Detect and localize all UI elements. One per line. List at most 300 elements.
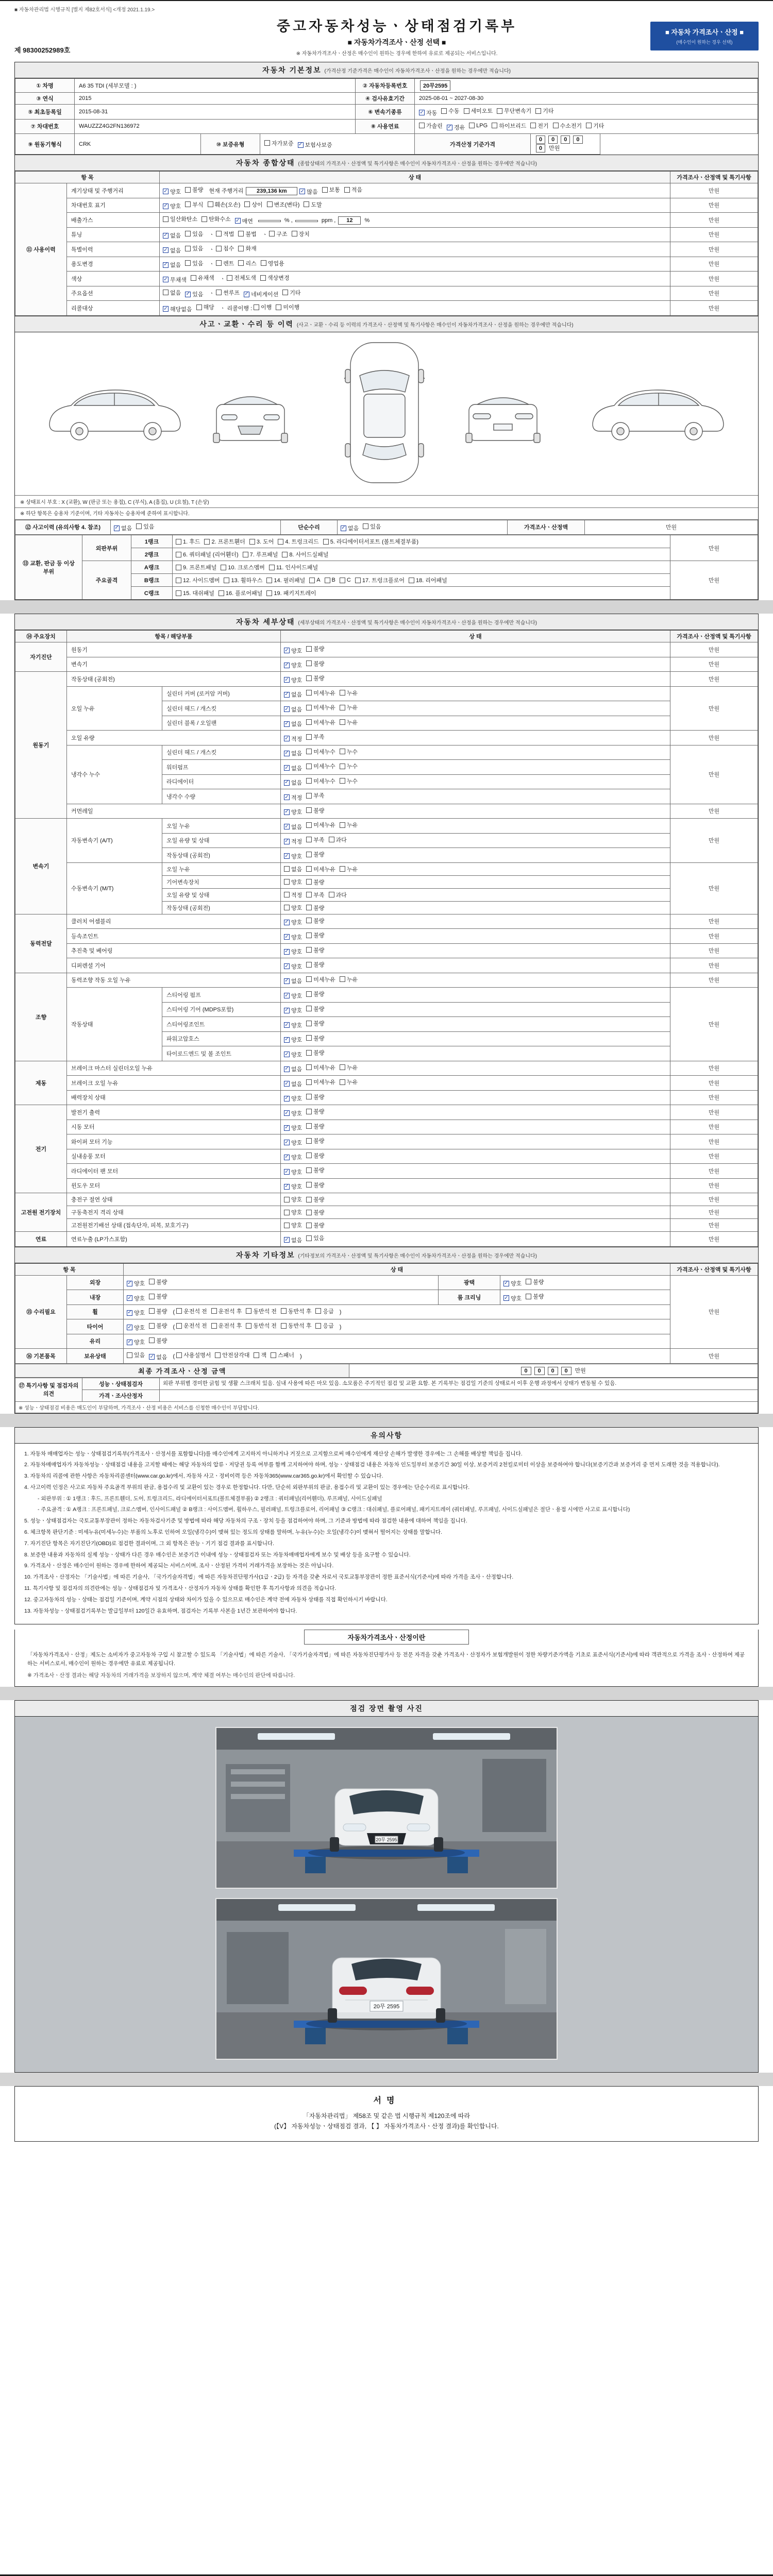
- checkbox-icon: [306, 734, 312, 740]
- checkbox-option: 불량: [306, 1181, 324, 1189]
- checkbox-icon: [306, 778, 312, 784]
- section-gap: [0, 1687, 773, 1700]
- checkbox-option: 리스: [238, 259, 256, 267]
- device-label: 연료: [15, 1232, 67, 1247]
- checkbox-option: 4. 트렁크리드: [278, 537, 318, 546]
- checkbox-icon: ✓: [163, 188, 168, 194]
- ownership-label: 보유상태: [67, 1349, 124, 1364]
- checkbox-option: 불량: [306, 1093, 324, 1101]
- checkbox-icon: [176, 578, 181, 583]
- section-signature: [14, 2086, 759, 2142]
- checkbox-option: ✓ 양호: [127, 1295, 145, 1302]
- outer-panel-label: 외판부위: [82, 535, 131, 561]
- checkbox-icon: [306, 905, 312, 910]
- checkbox-option: ✓ 많음: [300, 188, 318, 195]
- section-detail-title-text: 자동차 세부상태: [236, 618, 295, 626]
- state-options: [281, 716, 670, 731]
- checkbox-option: ✓ 양호: [163, 203, 181, 210]
- signature-body: [15, 2087, 758, 2141]
- checkbox-option: 미세누수: [306, 762, 335, 770]
- table-row: [15, 257, 758, 272]
- checkbox-icon: ✓: [127, 1339, 132, 1345]
- checkbox-icon: [176, 590, 181, 596]
- checkbox-icon: [127, 1352, 132, 1358]
- item-label: 차대번호 표기: [67, 198, 160, 213]
- rankB-label: B랭크: [131, 574, 173, 587]
- checkbox-icon: ✓: [127, 1280, 132, 1286]
- checkbox-icon: [282, 290, 288, 295]
- item-label: 변속기: [67, 657, 281, 672]
- device-label: 제동: [15, 1061, 67, 1105]
- state-options: [281, 642, 670, 657]
- document-number: 제 98300252989호: [14, 46, 71, 54]
- checkbox-option: 유채색: [191, 274, 214, 282]
- checkbox-option: 불량: [185, 185, 203, 194]
- checkbox-icon: [306, 807, 312, 813]
- checkbox-icon: ✓: [447, 124, 452, 130]
- checkbox-option: 3. 도어: [249, 537, 274, 546]
- price-cell: 만원: [670, 1193, 758, 1206]
- checkbox-icon: [304, 201, 309, 207]
- checkbox-icon: [264, 140, 270, 146]
- checkbox-icon: [340, 749, 345, 754]
- checkbox-icon: [306, 793, 312, 799]
- repair-needed-group-label: ⑮ 수리필요: [15, 1275, 67, 1349]
- price-cell: 만원: [670, 914, 758, 929]
- checkbox-icon: [306, 962, 312, 968]
- table-row: [15, 642, 758, 657]
- checkbox-option: ✓ 양호: [284, 1139, 303, 1146]
- checkbox-option: 과다: [329, 891, 347, 899]
- state-options: [160, 242, 670, 257]
- option-text: ): [339, 1309, 342, 1315]
- checkbox-option: LPG: [469, 123, 488, 129]
- checkbox-option: 운전석 후: [211, 1321, 242, 1330]
- col-header-state: 상 태: [160, 172, 670, 183]
- device-label: 자기진단: [15, 642, 67, 672]
- checkbox-option: 불량: [306, 659, 324, 668]
- checkbox-icon: [276, 304, 281, 310]
- state-options: [281, 1164, 670, 1179]
- notice-item: 5. 성능ㆍ상태점검자는 국토교통부장관이 정하는 자동차검사기준 및 방법에 따라 해당 자동차의 구조ㆍ장치 등을 점검하여야 하며, 그 기준과 방법에 따라 점검한 내용에 대하여 책임을 집니다.: [24, 1518, 467, 1524]
- checkbox-option: ✓ 양호: [284, 647, 303, 654]
- form-reference: ■ 자동차관리법 시행규칙 [별지 제82호서식] <개정 2021.1.19.>: [14, 7, 155, 13]
- checkbox-option: 무단변속기: [497, 107, 531, 115]
- checkbox-option: 자가보증: [264, 139, 294, 147]
- fuel-label: ⑧ 사용연료: [356, 119, 415, 134]
- pricing-info-title: 자동차가격조사ㆍ산정이란: [304, 1630, 469, 1645]
- table-row: [15, 1319, 758, 1334]
- table-row: [15, 1193, 758, 1206]
- checkbox-icon: [497, 108, 502, 114]
- state-options: [281, 701, 670, 716]
- part-label: 실린더 커버 (로커암 커버): [162, 686, 281, 701]
- checkbox-icon: [266, 578, 272, 583]
- checkbox-icon: [227, 275, 232, 281]
- checkbox-option: ✓ 없음: [284, 779, 303, 786]
- tire-label: 타이어: [67, 1319, 124, 1334]
- table-row: [15, 535, 758, 548]
- accident-history-label: ⑫ 사고이력 (유의사항 4. 참조): [15, 520, 111, 535]
- table-row: [15, 561, 758, 574]
- checkbox-icon: [355, 578, 361, 583]
- table-row: [15, 1349, 758, 1364]
- state-options: [160, 272, 670, 286]
- state-options: [281, 789, 670, 804]
- checkbox-icon: [322, 187, 328, 193]
- repair-price-cell: 만원: [670, 1275, 758, 1349]
- notice-item: 4. 사고이력 인정은 사고로 자동차 주요골격 부위의 판금, 용접수리 및 교환이 있는 경우로 한정합니다. 다만, 단순히 외판부위의 판금, 용접수리 및 교환이 있는 경우에는 단순수리로 표시합니다.: [24, 1484, 470, 1490]
- checkbox-option: 있음: [136, 522, 154, 531]
- part-label: 파워고압호스: [162, 1031, 281, 1046]
- checkbox-icon: [306, 879, 312, 885]
- checkbox-icon: [306, 1223, 312, 1228]
- section-etc-title-text: 자동차 기타정보: [236, 1250, 295, 1259]
- checkbox-icon: ✓: [284, 676, 289, 683]
- checkbox-option: 양호: [284, 904, 302, 912]
- price-cell: 만원: [670, 198, 758, 213]
- col-header-price: 가격조사ㆍ산정액 및 특기사항: [670, 172, 758, 183]
- section-inspection-photos: [14, 1700, 759, 2073]
- section-pricing-info: [14, 1630, 759, 1686]
- section-detail-note: (세부상태의 가격조사ㆍ산정액 및 특기사항은 매수인이 자동차가격조사ㆍ산정을 원하는 경우에만 적습니다): [298, 620, 537, 626]
- inspector-role-label: 성능ㆍ상태점검자: [82, 1378, 160, 1389]
- part-label: 오일 누유: [162, 862, 281, 875]
- checkbox-option: 부식: [185, 200, 203, 209]
- checkbox-option: 변조(변타): [267, 200, 300, 209]
- checkbox-icon: [306, 918, 312, 923]
- checkbox-option: 스패너: [271, 1351, 294, 1359]
- photo-front-svg: [216, 1728, 557, 1888]
- checkbox-option: 동반석 후: [281, 1321, 312, 1330]
- checkbox-option: ✓ 없음: [284, 978, 303, 985]
- table-row: [15, 119, 758, 134]
- checkbox-icon: [306, 1153, 312, 1158]
- col-header-device: ⑭ 주요장치: [15, 631, 67, 642]
- checkbox-icon: [340, 976, 345, 982]
- checkbox-option: 영업용: [261, 259, 284, 267]
- checkbox-icon: [306, 1210, 312, 1215]
- checkbox-icon: [185, 231, 191, 236]
- inspector-opinion-table: [15, 1378, 758, 1413]
- device-label: 동력전달: [15, 914, 67, 973]
- checkbox-option: ✓ 양호: [504, 1280, 522, 1287]
- pricing-info-paragraph-2: ※ 가격조사ㆍ산정 결과는 해당 자동차의 거래가격을 보장하지 않으며, 계약 체결 여부는 매수인의 판단에 따릅니다.: [27, 1672, 295, 1679]
- checkbox-icon: [344, 187, 350, 193]
- checkbox-icon: [163, 216, 169, 222]
- checkbox-icon: ✓: [284, 1051, 289, 1057]
- price-cell: 만원: [670, 642, 758, 657]
- checkbox-icon: ✓: [284, 691, 289, 697]
- checkbox-option: 안전삼각대: [215, 1351, 249, 1359]
- checkbox-icon: ✓: [284, 992, 289, 998]
- checkbox-icon: [215, 1352, 221, 1358]
- value-box: 0: [548, 1367, 558, 1375]
- checkbox-icon: [196, 304, 202, 310]
- final-price-label: 최종 가격조사ㆍ산정 금액: [15, 1364, 349, 1377]
- table-row: [15, 929, 758, 944]
- item-label: 충전구 절연 상태: [67, 1193, 281, 1206]
- checkbox-icon: [306, 675, 312, 681]
- part-label: 냉각수 수량: [162, 789, 281, 804]
- option-text: 만원: [549, 145, 560, 151]
- checkbox-icon: [284, 1223, 290, 1228]
- car-diagram-svg: [31, 336, 742, 491]
- state-options: [281, 901, 670, 914]
- checkbox-icon: [306, 976, 312, 982]
- checkbox-icon: [149, 1323, 155, 1329]
- checkbox-icon: [325, 578, 330, 583]
- state-options: [281, 760, 670, 775]
- checkbox-icon: [340, 690, 345, 696]
- checkbox-icon: [185, 201, 191, 207]
- item-label: 라디에이터 팬 모터: [67, 1164, 281, 1179]
- state-options: [281, 888, 670, 901]
- notice-item: 11. 특기사항 및 점검자의 의견란에는 성능ㆍ상태점검자 및 가격조사ㆍ산정자가 자동차 상태를 확인한 후 특기사항과 의견을 적습니다.: [24, 1585, 337, 1592]
- table-row: [15, 1105, 758, 1120]
- polish-label: 광택: [439, 1275, 500, 1290]
- item-label: 브레이크 마스터 실린더오일 누유: [67, 1061, 281, 1076]
- table-header-row: [15, 172, 758, 183]
- photo-rear-svg: [216, 1899, 557, 2059]
- tire-options: [124, 1319, 670, 1334]
- checkbox-option: 불량: [149, 1292, 167, 1300]
- page-title: 중고자동차성능ㆍ상태점검기록부: [276, 19, 517, 34]
- checkbox-icon: [306, 1182, 312, 1188]
- checkbox-icon: [282, 552, 288, 557]
- item-label: 브레이크 오일 누유: [67, 1076, 281, 1091]
- checkbox-icon: [260, 275, 266, 281]
- checkbox-icon: [292, 231, 297, 236]
- checkbox-icon: ✓: [284, 919, 289, 925]
- notice-item: 3. 자동차의 리콜에 관한 사항은 자동차리콜센터(www.car.go.kr)에서, 자동차 사고ㆍ정비이력 등은 자동차365(www.car365.go.kr)에서 확인할 수 있습니다.: [24, 1473, 383, 1480]
- price-cell: 만원: [670, 1076, 758, 1091]
- value-box: 239,136 km: [246, 187, 297, 195]
- checkbox-option: 불량: [306, 946, 324, 954]
- checkbox-icon: [323, 539, 329, 545]
- item-label: 와이퍼 모터 기능: [67, 1134, 281, 1149]
- option-text: %: [364, 217, 370, 224]
- rankC-label: C랭크: [131, 587, 173, 600]
- table-row: [15, 1206, 758, 1219]
- item-label: 계기상태 및 주행거리: [67, 183, 160, 198]
- checkbox-icon: [261, 260, 266, 266]
- checkbox-option: 수소전기: [553, 122, 582, 130]
- table-row: [15, 198, 758, 213]
- price-cell: 만원: [670, 1090, 758, 1105]
- table-row: [15, 804, 758, 819]
- checkbox-icon: [340, 1079, 345, 1085]
- checkbox-icon: [306, 892, 312, 897]
- outer-price-cell: 만원: [670, 535, 758, 561]
- checkbox-option: 동반석 전: [246, 1321, 277, 1330]
- checkbox-option: 기타: [282, 289, 300, 297]
- state-options: [281, 745, 670, 760]
- checkbox-icon: [441, 108, 447, 114]
- device-label: 원동기: [15, 672, 67, 819]
- checkbox-option: 누수: [340, 748, 358, 756]
- checkbox-option: ✓ 양호: [284, 948, 303, 955]
- checkbox-icon: ✓: [284, 1022, 289, 1028]
- price-cell: 만원: [670, 973, 758, 988]
- base-price-label: 가격산정 기준가격: [415, 134, 531, 155]
- final-price-table: [15, 1364, 758, 1378]
- checkbox-option: ✓ 양호: [504, 1295, 522, 1302]
- checkbox-option: ✓ 없음: [284, 750, 303, 757]
- room-cleaning-label: 룸 크리닝: [439, 1290, 500, 1305]
- checkbox-icon: ✓: [284, 948, 289, 954]
- table-row: [15, 1120, 758, 1134]
- checkbox-option: ✓ 없음: [284, 823, 303, 831]
- first-registration-value: 2015-08-31: [75, 105, 356, 120]
- table-row: [15, 862, 758, 875]
- checkbox-icon: [284, 1197, 290, 1202]
- checkbox-icon: [224, 578, 229, 583]
- checkbox-icon: [219, 590, 224, 596]
- overall-condition-table: [15, 171, 758, 316]
- rank2-options: [173, 548, 670, 561]
- checkbox-option: 미세누유: [306, 821, 335, 829]
- value-box: 0: [536, 135, 545, 144]
- table-row: [15, 93, 758, 105]
- checkbox-icon: [306, 837, 312, 842]
- checkbox-option: 7. 루프패널: [243, 550, 278, 558]
- checkbox-icon: [269, 565, 275, 570]
- value-box: 0: [573, 135, 582, 144]
- checkbox-option: ✓ 양호: [284, 1095, 303, 1102]
- state-options: [160, 183, 670, 198]
- device-label: 고전원 전기장치: [15, 1193, 67, 1232]
- checkbox-option: 적법: [216, 230, 234, 238]
- polish-options: [500, 1275, 670, 1290]
- item-label: 커먼레일: [67, 804, 281, 819]
- table-row: [15, 657, 758, 672]
- state-options: [281, 1046, 670, 1061]
- checkbox-option: 있음: [185, 230, 203, 238]
- checkbox-icon: [306, 1138, 312, 1144]
- option-text: ): [300, 1353, 302, 1360]
- room-cleaning-options: [500, 1290, 670, 1305]
- checkbox-option: 불량: [306, 1107, 324, 1115]
- item-label: 오일 유량: [67, 731, 281, 745]
- checkbox-icon: [306, 1167, 312, 1173]
- checkbox-icon: [340, 1064, 345, 1070]
- col-header-item: 항 목: [15, 172, 160, 183]
- checkbox-icon: [306, 822, 312, 828]
- price-cell: 만원: [670, 657, 758, 672]
- glass-options: [124, 1334, 670, 1349]
- checkbox-option: ✓ 없음: [284, 1236, 303, 1244]
- part-label: 스티어링 펌프: [162, 988, 281, 1003]
- notice-body: [15, 1444, 758, 1624]
- checkbox-icon: [249, 539, 255, 545]
- checkbox-option: 불량: [149, 1278, 167, 1286]
- price-cell: 만원: [670, 1134, 758, 1149]
- checkbox-option: ✓ 양호: [284, 1168, 303, 1176]
- checkbox-icon: [284, 892, 290, 897]
- checkbox-option: 상이: [244, 200, 262, 209]
- checkbox-icon: [340, 822, 345, 828]
- state-options: [160, 227, 670, 242]
- interior-label: 내장: [67, 1290, 124, 1305]
- checkbox-option: 색상변경: [260, 274, 290, 282]
- checkbox-option: 이행: [254, 303, 272, 311]
- price-cell: 만원: [670, 1232, 758, 1247]
- page-subnote: ※ 자동차가격조사ㆍ산정은 매수인이 원하는 경우에 한하여 유료로 제공되는 서비스입니다.: [296, 51, 498, 57]
- checkbox-icon: [340, 705, 345, 710]
- checkbox-option: 불법: [238, 230, 256, 238]
- state-options: [281, 1090, 670, 1105]
- state-options: [281, 943, 670, 958]
- part-label: 타이로드엔드 및 볼 조인트: [162, 1046, 281, 1061]
- checkbox-option: 부족: [306, 836, 324, 844]
- notice-item: 1. 자동차 매매업자는 성능ㆍ상태점검기록부(가격조사ㆍ산정서를 포함합니다)를 매수인에게 고지하지 아니하거나 거짓으로 고지함으로써 매수인에게 재산상 손해가 발생한 경우에는 그 손해를 배상할 책임을 집니다.: [24, 1450, 523, 1457]
- checkbox-option: ✓ 양호: [284, 1022, 303, 1029]
- reg-no-box: 20무2595: [420, 80, 450, 91]
- checkbox-icon: [306, 1021, 312, 1026]
- price-cell: 만원: [670, 242, 758, 257]
- option-text: ㆍ: [220, 276, 226, 282]
- item-label: 튜닝: [67, 227, 160, 242]
- table-header-row: [15, 631, 758, 642]
- part-label: 스티어링조인트: [162, 1017, 281, 1032]
- rankC-options: [173, 587, 670, 600]
- transmission-label: ⑥ 변속기종류: [356, 105, 415, 120]
- warranty-label: ⑩ 보증유형: [201, 134, 260, 155]
- checkbox-option: ✓ 없음: [284, 721, 303, 727]
- checkbox-icon: ✓: [284, 735, 289, 741]
- car-diagram: [15, 332, 758, 496]
- table-row: [15, 1304, 758, 1319]
- table-row: [15, 819, 758, 834]
- checkbox-option: 불량: [306, 1122, 324, 1130]
- state-options: [281, 875, 670, 888]
- checkbox-icon: [306, 1109, 312, 1114]
- section-overall-title-text: 자동차 종합상태: [236, 159, 295, 167]
- checkbox-option: 누유: [340, 1078, 358, 1086]
- checkbox-icon: [185, 246, 191, 251]
- section-accident-title-text: 사고ㆍ교환ㆍ수리 등 이력: [199, 319, 294, 328]
- part-label: 작동상태 (공회전): [162, 901, 281, 914]
- option-text: ㆍ 리콜이행 :: [220, 305, 253, 312]
- checkbox-option: ✓ 양호: [127, 1280, 145, 1287]
- checkbox-option: 14. 필러패널: [266, 576, 305, 584]
- checkbox-icon: ✓: [163, 276, 168, 282]
- state-options: [281, 1178, 670, 1193]
- section-detail-condition: [14, 614, 759, 1247]
- checkbox-option: ✓ 양호: [284, 934, 303, 941]
- signature-line-1: 「자동차관리법」 제58조 및 같은 법 시행규칙 제120조에 따라: [303, 2112, 470, 2120]
- checkbox-option: 미이행: [276, 303, 299, 311]
- checkbox-icon: [284, 866, 290, 872]
- checkbox-icon: ✓: [284, 978, 289, 984]
- checkbox-option: 19. 패키지트레이: [266, 589, 316, 597]
- checkbox-option: 있음: [363, 522, 381, 531]
- checkbox-icon: [244, 201, 250, 207]
- checkbox-option: 미세누유: [306, 1063, 335, 1072]
- checkbox-icon: [306, 852, 312, 857]
- option-text: ㆍ: [209, 291, 215, 297]
- table-row: [15, 1389, 758, 1401]
- checkbox-icon: [492, 123, 497, 128]
- checkbox-option: B: [325, 577, 335, 583]
- checkbox-option: 사용설명서: [176, 1351, 211, 1359]
- checkbox-icon: [284, 1210, 290, 1215]
- state-options: [281, 1017, 670, 1032]
- state-options: [281, 804, 670, 819]
- section-gap: [0, 1414, 773, 1427]
- checkbox-option: 세미오토: [464, 107, 493, 115]
